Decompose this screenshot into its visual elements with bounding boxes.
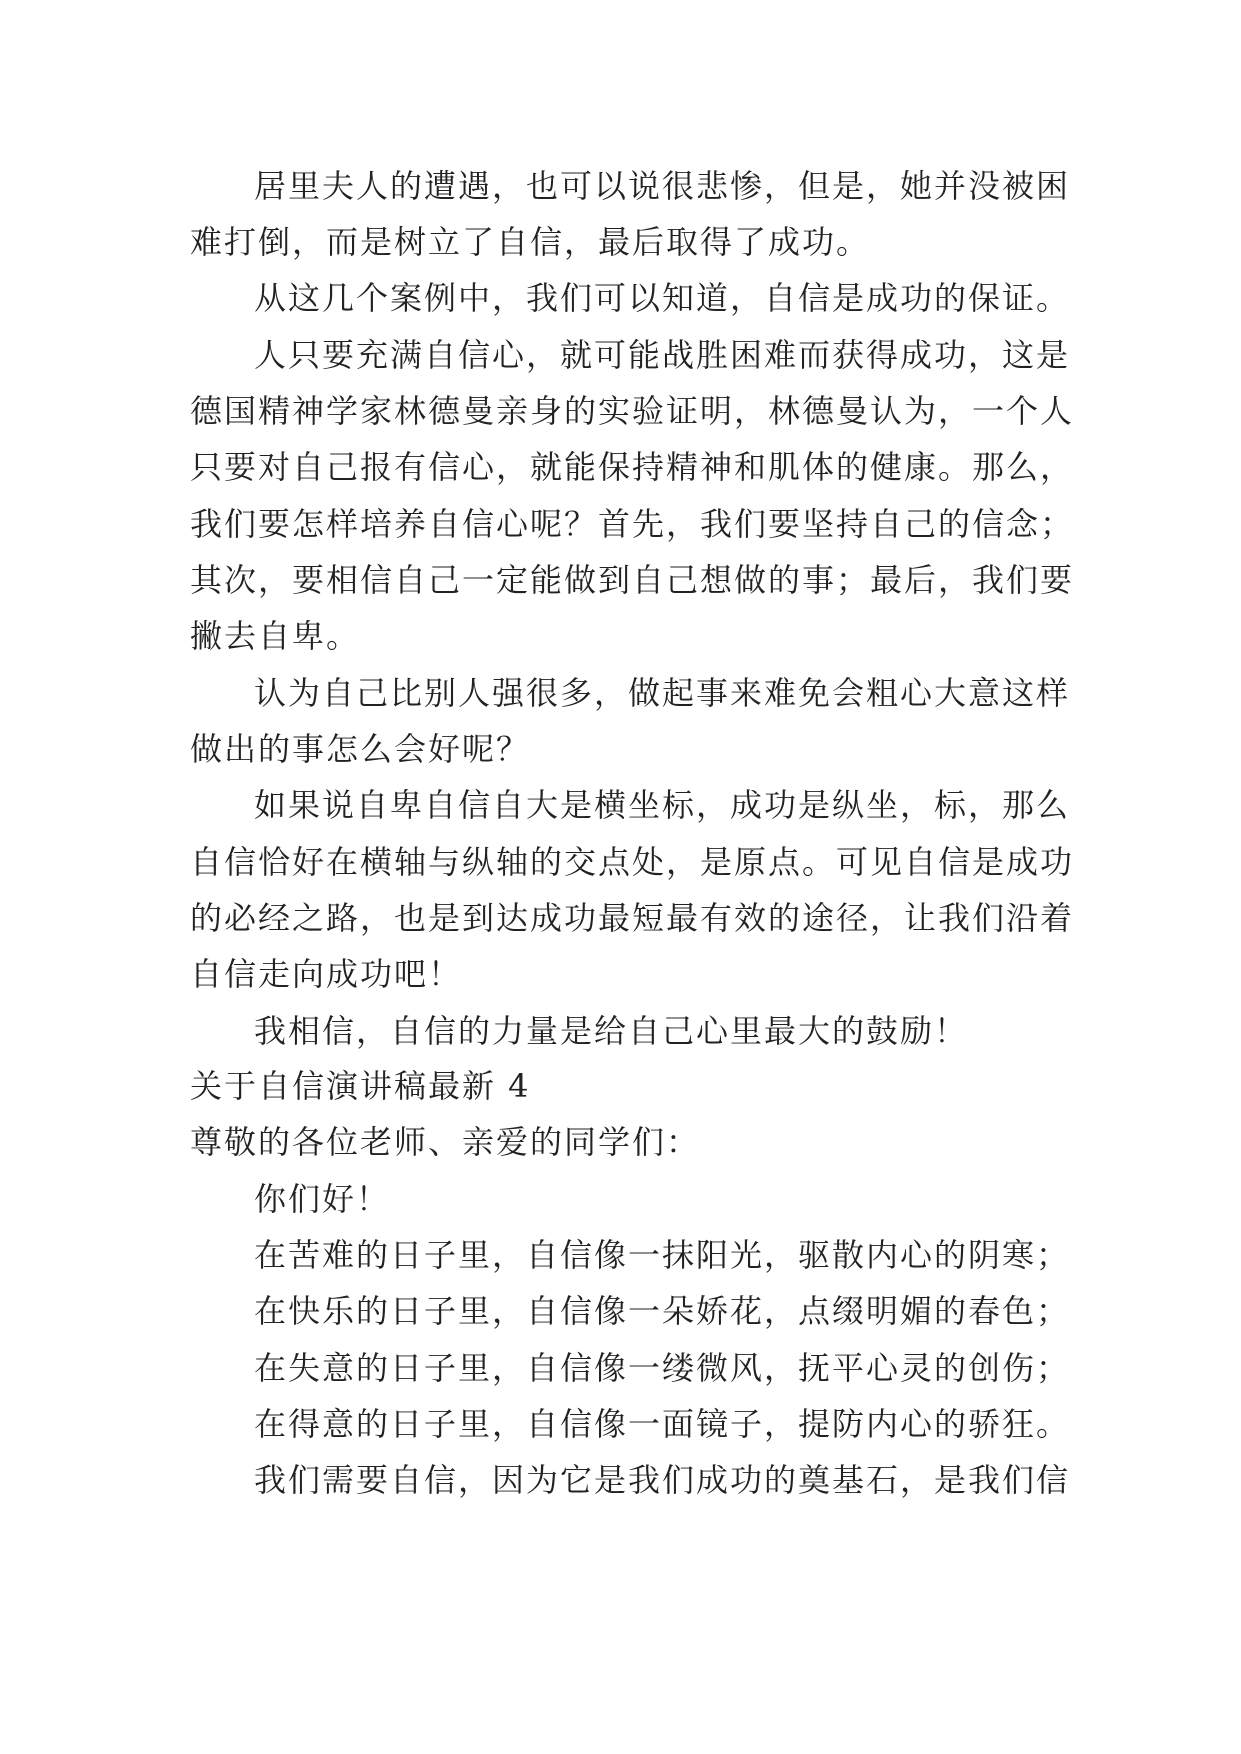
text-line: 我们要怎样培养自信心呢？首先，我们要坚持自己的信念； bbox=[190, 505, 1075, 543]
text-line: 德国精神学家林德曼亲身的实验证明，林德曼认为，一个人 bbox=[190, 392, 1075, 430]
text-line: 我们需要自信，因为它是我们成功的奠基石，是我们信 bbox=[254, 1461, 1071, 1499]
text-line: 在得意的日子里，自信像一面镜子，提防内心的骄狂。 bbox=[254, 1405, 1071, 1443]
text-line: 撇去自卑。 bbox=[190, 617, 361, 655]
text-line: 自信走向成功吧！ bbox=[190, 955, 463, 993]
text-line: 在快乐的日子里，自信像一朵娇花，点缀明媚的春色； bbox=[254, 1292, 1071, 1330]
text-line: 居里夫人的遭遇，也可以说很悲惨，但是，她并没被困 bbox=[254, 167, 1071, 205]
text-line: 难打倒，而是树立了自信，最后取得了成功。 bbox=[190, 223, 871, 261]
text-line: 只要对自己报有信心，就能保持精神和肌体的健康。那么， bbox=[190, 448, 1075, 486]
section-heading: 关于自信演讲稿最新 4 bbox=[190, 1067, 531, 1105]
text-line: 认为自己比别人强很多，做起事来难免会粗心大意这样 bbox=[254, 674, 1071, 712]
text-line: 其次，要相信自己一定能做到自己想做的事；最后，我们要 bbox=[190, 561, 1075, 599]
text-line: 人只要充满自信心，就可能战胜困难而获得成功，这是 bbox=[254, 336, 1071, 374]
text-line: 从这几个案例中，我们可以知道，自信是成功的保证。 bbox=[254, 279, 1071, 317]
salutation: 尊敬的各位老师、亲爱的同学们： bbox=[190, 1123, 701, 1161]
text-line: 做出的事怎么会好呢？ bbox=[190, 730, 531, 768]
text-line: 的必经之路，也是到达成功最短最有效的途径，让我们沿着 bbox=[190, 899, 1075, 937]
text-line: 在失意的日子里，自信像一缕微风，抚平心灵的创伤； bbox=[254, 1349, 1071, 1387]
text-line: 如果说自卑自信自大是横坐标，成功是纵坐，标，那么 bbox=[254, 786, 1071, 824]
text-line: 自信恰好在横轴与纵轴的交点处，是原点。可见自信是成功 bbox=[190, 843, 1075, 881]
greeting: 你们好！ bbox=[254, 1180, 391, 1218]
text-line: 我相信，自信的力量是给自己心里最大的鼓励！ bbox=[254, 1012, 969, 1050]
text-line: 在苦难的日子里，自信像一抹阳光，驱散内心的阴寒； bbox=[254, 1236, 1071, 1274]
